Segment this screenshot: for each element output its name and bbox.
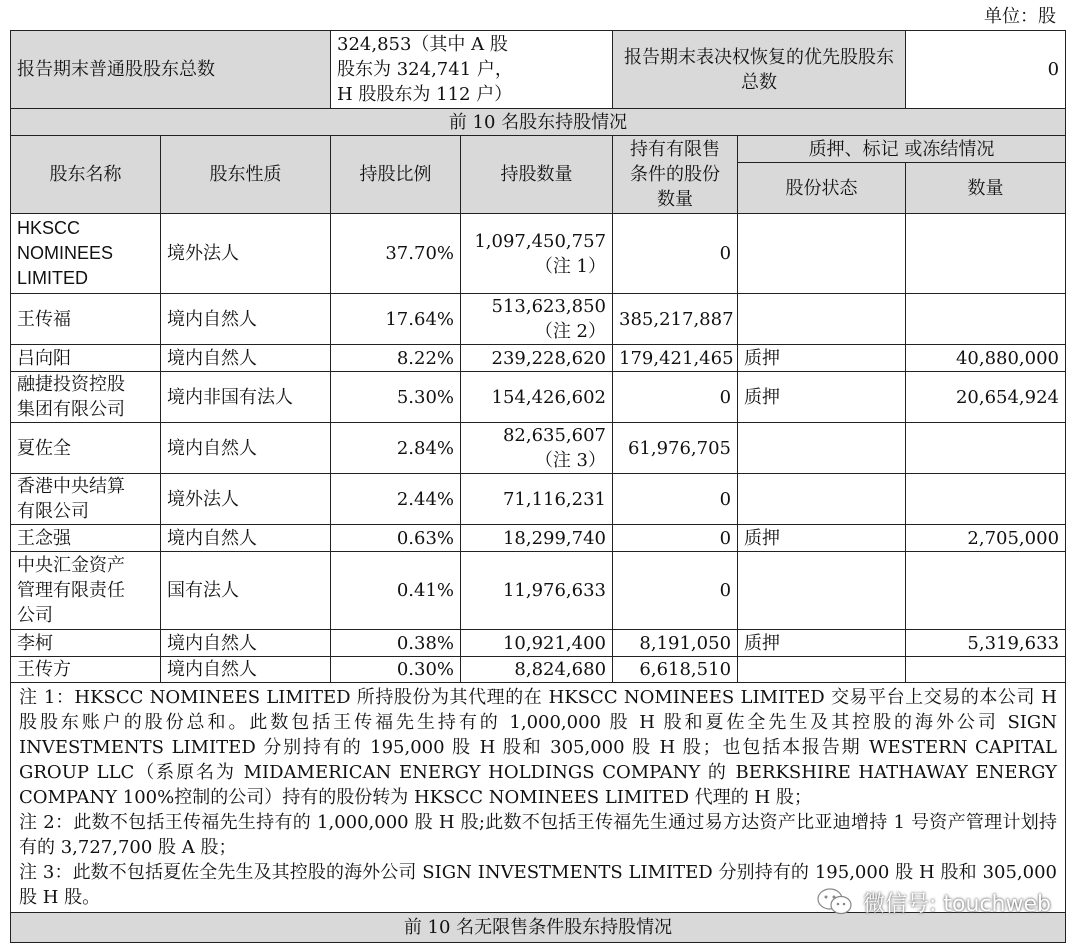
shareholding-quantity	[461, 657, 613, 683]
shareholding-quantity	[461, 525, 613, 552]
shareholder-name	[11, 630, 161, 657]
header-row-1	[11, 136, 1066, 163]
shareholder-nature: 境内自然人	[161, 423, 331, 474]
quantity-note: （注 1）	[534, 255, 607, 277]
pledged-quantity	[906, 214, 1066, 294]
shareholder-nature: 国有法人	[161, 552, 331, 630]
header-ratio: 持股比例	[331, 136, 461, 214]
quantity-value: 1,097,450,757	[474, 230, 607, 252]
pledged-quantity: 40,880,000	[906, 345, 1066, 372]
pledge-status	[738, 294, 906, 345]
shareholder-name	[11, 657, 161, 683]
shareholding-ratio: 0.38%	[331, 630, 461, 657]
shareholding-ratio: 2.44%	[331, 474, 461, 525]
note-2: 注 2：此数不包括王传福先生持有的 1,000,000 股 H 股;此数不包括王传福先生通过易方达资产比亚迪增持 1 号资产管理计划持有的 3,727,700 股 A 股；	[19, 812, 1058, 858]
watermark	[815, 884, 1051, 920]
notes-row	[11, 683, 1066, 913]
shareholder-row	[11, 214, 1066, 294]
restricted-shares: 0	[613, 525, 738, 552]
shareholding-quantity	[461, 630, 613, 657]
header-pledge-quantity: 数量	[906, 163, 1066, 214]
shareholder-name-line: LIMITED	[17, 268, 89, 288]
shareholder-table	[10, 30, 1066, 943]
shareholding-quantity	[461, 214, 613, 294]
shareholder-name-line: HKSCC	[17, 218, 81, 238]
shareholder-name-line: 中央汇金资产	[17, 555, 125, 576]
restricted-shares: 8,191,050	[613, 630, 738, 657]
shareholder-name-line: NOMINEES	[17, 243, 114, 263]
pledge-status: 质押	[738, 372, 906, 423]
shareholder-nature: 境内自然人	[161, 345, 331, 372]
shareholder-row	[11, 345, 1066, 372]
shareholder-name	[11, 474, 161, 525]
pledge-status	[738, 423, 906, 474]
common-value-line: 324,853（其中 A 股	[337, 34, 508, 55]
quantity-value: 154,426,602	[491, 386, 607, 408]
pledge-status	[738, 474, 906, 525]
shareholding-quantity	[461, 345, 613, 372]
pledge-status: 质押	[738, 525, 906, 552]
quantity-value: 239,228,620	[491, 347, 607, 369]
shareholding-ratio: 2.84%	[331, 423, 461, 474]
quantity-value: 11,976,633	[502, 580, 607, 601]
pledged-quantity: 2,705,000	[906, 525, 1066, 552]
unit-label: 单位：股	[984, 6, 1056, 27]
header-restricted-line: 持有有限售	[630, 139, 721, 160]
shareholder-row	[11, 630, 1066, 657]
restricted-shares: 61,976,705	[613, 423, 738, 474]
shareholder-nature: 境外法人	[161, 214, 331, 294]
shareholder-name	[11, 525, 161, 552]
quantity-value: 10,921,400	[502, 632, 607, 654]
common-value-line: 股东为 324,741 户，	[337, 59, 513, 80]
pledged-quantity	[906, 423, 1066, 474]
shareholder-nature: 境内自然人	[161, 294, 331, 345]
shareholder-nature: 境外法人	[161, 474, 331, 525]
shareholder-name-line: 吕向阳	[17, 347, 71, 369]
shareholder-name	[11, 552, 161, 630]
pledged-quantity	[906, 552, 1066, 630]
shareholding-ratio: 0.30%	[331, 657, 461, 683]
header-restricted-line: 条件的股份	[630, 164, 721, 185]
shareholding-quantity	[461, 294, 613, 345]
quantity-value: 82,635,607	[502, 425, 607, 446]
preferred-holders-label: 报告期末表决权恢复的优先股股东总数	[613, 31, 906, 109]
header-restricted-line: 数量	[657, 189, 694, 210]
shareholder-row	[11, 372, 1066, 423]
shareholder-nature: 境内自然人	[161, 657, 331, 683]
shareholder-row	[11, 294, 1066, 345]
quantity-value: 8,824,680	[514, 659, 607, 680]
shareholding-ratio: 5.30%	[331, 372, 461, 423]
pledge-status: 质押	[738, 630, 906, 657]
preferred-holders-value: 0	[906, 31, 1066, 109]
shareholding-quantity	[461, 552, 613, 630]
restricted-shares: 385,217,887	[613, 294, 738, 345]
shareholder-name	[11, 294, 161, 345]
shareholder-nature: 境内非国有法人	[161, 372, 331, 423]
notes-cell	[11, 683, 1066, 913]
pledge-status	[738, 552, 906, 630]
shareholding-ratio: 0.63%	[331, 525, 461, 552]
pledge-status: 质押	[738, 345, 906, 372]
shareholding-ratio: 17.64%	[331, 294, 461, 345]
header-restricted	[613, 136, 738, 214]
shareholder-name-line: 集团有限公司	[17, 399, 125, 420]
pledged-quantity	[906, 294, 1066, 345]
restricted-shares: 0	[613, 552, 738, 630]
shareholding-quantity	[461, 372, 613, 423]
header-quantity: 持股数量	[461, 136, 613, 214]
wechat-icon	[815, 886, 855, 918]
pledged-quantity	[906, 657, 1066, 683]
shareholder-row	[11, 423, 1066, 474]
summary-row	[11, 31, 1066, 109]
header-pledge-group: 质押、标记 或冻结情况	[738, 136, 1066, 163]
shareholder-row	[11, 525, 1066, 552]
pledge-status	[738, 657, 906, 683]
shareholder-name-line: 香港中央结算	[17, 476, 125, 497]
restricted-shares: 6,618,510	[613, 657, 738, 683]
shareholder-name-line: 李柯	[17, 632, 53, 654]
watermark-text: 微信号: touchweb	[863, 891, 1051, 917]
quantity-value: 513,623,850	[491, 296, 607, 317]
quantity-note: （注 3）	[534, 450, 607, 471]
shareholding-ratio: 37.70%	[331, 214, 461, 294]
common-holders-value	[331, 31, 613, 109]
shareholder-row	[11, 474, 1066, 525]
shareholder-nature: 境内自然人	[161, 525, 331, 552]
note-3: 注 3：此数不包括夏佐全先生及其控股的海外公司 SIGN INVESTMENTS LIMITED 分别持有的 195,000 股 H 股和 305,000 股 H 股。	[19, 862, 1058, 908]
shareholder-name-line: 融捷投资控股	[17, 374, 125, 395]
shareholding-quantity	[461, 474, 613, 525]
header-pledge-status: 股份状态	[738, 163, 906, 214]
shareholder-name-line: 公司	[17, 605, 53, 626]
restricted-shares: 0	[613, 474, 738, 525]
shareholder-row	[11, 657, 1066, 683]
shareholder-name	[11, 423, 161, 474]
shareholder-name-line: 管理有限责任	[17, 580, 125, 601]
shareholder-name-line: 王传方	[17, 659, 71, 680]
top10-title-row	[11, 109, 1066, 136]
shareholder-name-line: 王传福	[17, 308, 71, 330]
pledged-quantity	[906, 474, 1066, 525]
restricted-shares: 0	[613, 214, 738, 294]
shareholder-nature: 境内自然人	[161, 630, 331, 657]
quantity-note: （注 2）	[534, 321, 607, 342]
pledged-quantity: 5,319,633	[906, 630, 1066, 657]
shareholder-name	[11, 345, 161, 372]
quantity-value: 71,116,231	[502, 488, 607, 510]
shareholder-name	[11, 372, 161, 423]
shareholder-name	[11, 214, 161, 294]
restricted-shares: 179,421,465	[613, 345, 738, 372]
shareholder-name-line: 夏佐全	[17, 437, 71, 459]
shareholding-quantity	[461, 423, 613, 474]
shareholding-ratio: 0.41%	[331, 552, 461, 630]
note-1: 注 1：HKSCC NOMINEES LIMITED 所持股份为其代理的在 HKSCC NOMINEES LIMITED 交易平台上交易的本公司 H 股股东账户的股份总和。此数包括王传福先生持有的 1,000,000 股 H 股和夏佐全先生及其控股的海外公司 SIGN INVESTMENTS LIMITED 分别持有的 195,000 股 H 股和 305,000 股 H 股；也包括本报告期 WESTERN CAPITAL GROUP LLC（系原名为 MIDAMERICAN ENERGY HOLDINGS COMPANY 的 BERKSHIRE HATHAWAY ENERGY COMPANY 100%控制的公司）持有的股份转为 HKSCC NOMINEES LIMITED 代理的 H 股；	[19, 687, 1058, 808]
quantity-value: 18,299,740	[502, 527, 607, 549]
shareholder-name-line: 有限公司	[17, 501, 89, 522]
bottom-title: 前 10 名无限售条件股东持股情况	[11, 913, 1066, 943]
top10-title: 前 10 名股东持股情况	[11, 109, 1066, 136]
shareholder-row	[11, 552, 1066, 630]
pledge-status	[738, 214, 906, 294]
shareholding-ratio: 8.22%	[331, 345, 461, 372]
restricted-shares: 0	[613, 372, 738, 423]
shareholder-name-line: 王念强	[17, 527, 71, 549]
header-nature: 股东性质	[161, 136, 331, 214]
common-holders-label: 报告期末普通股股东总数	[11, 31, 331, 109]
common-value-line: H 股股东为 112 户）	[337, 84, 513, 105]
header-name: 股东名称	[11, 136, 161, 214]
pledged-quantity: 20,654,924	[906, 372, 1066, 423]
